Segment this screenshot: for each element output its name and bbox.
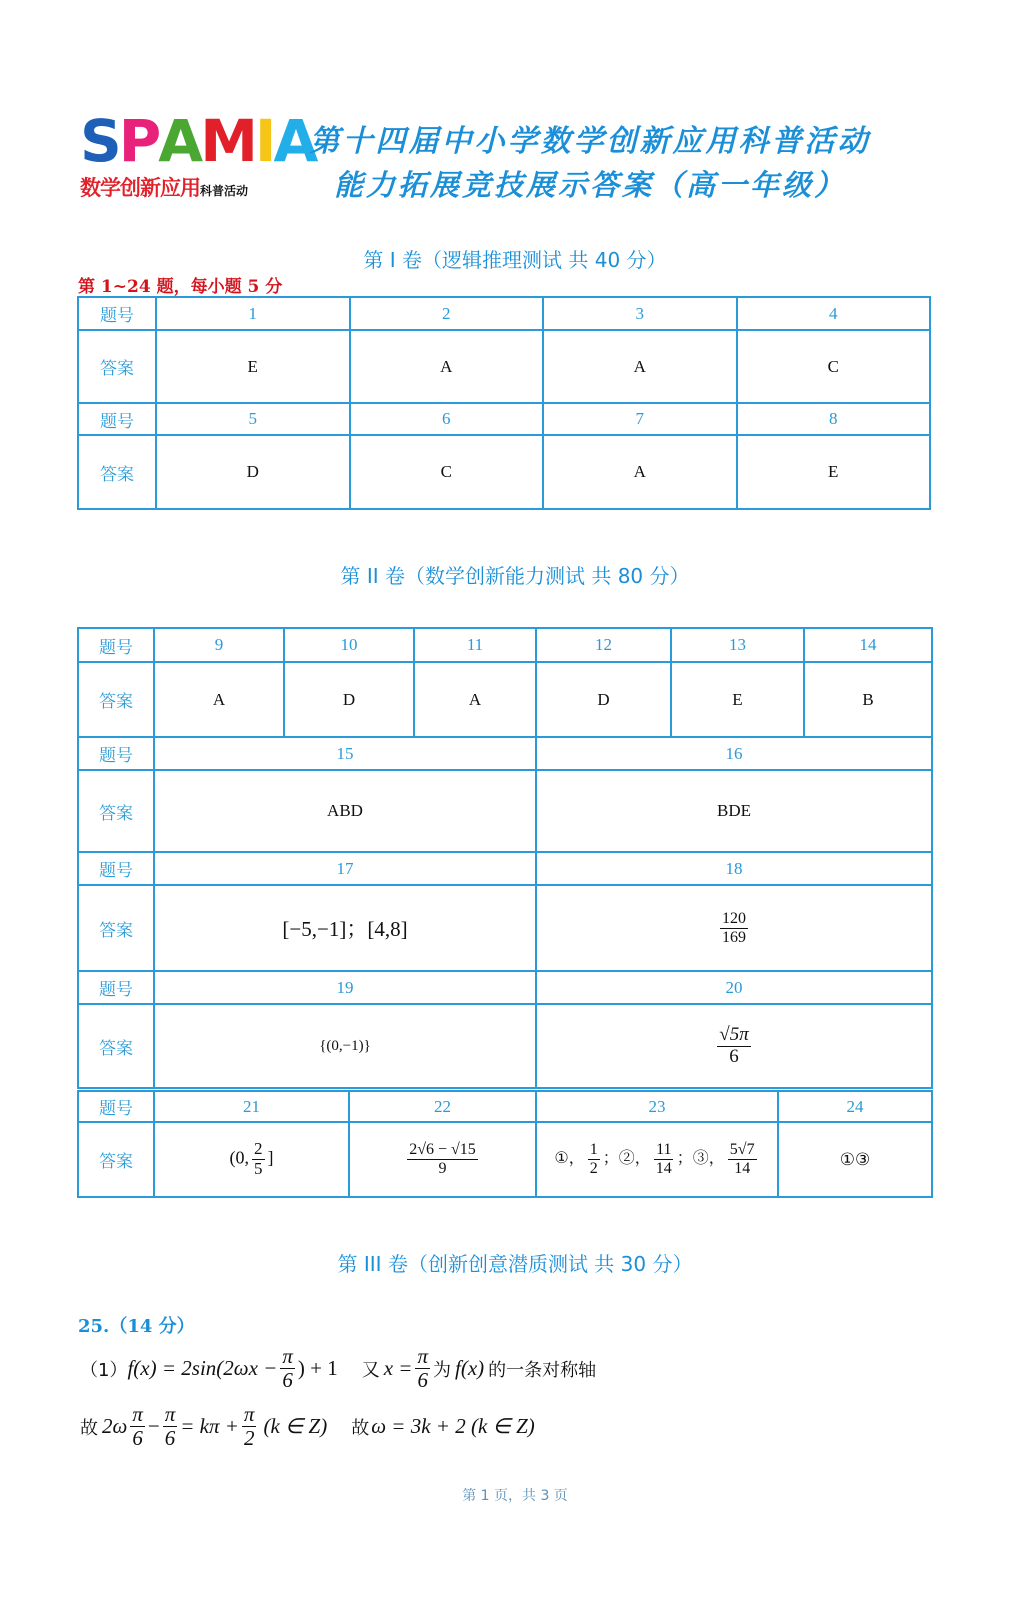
question-number: 11: [414, 628, 536, 662]
numerator: π: [282, 1344, 293, 1368]
answer-cell: E: [156, 330, 350, 403]
table-row-numbers: [78, 737, 932, 770]
document-title-line2: 能力拓展竞技展示答案（高一年级）: [333, 168, 846, 202]
table-row-numbers: [78, 628, 932, 662]
math-expression: f(x) = 2sin(2ωx −: [127, 1356, 278, 1381]
numerator: 120: [722, 909, 746, 927]
table-row-numbers: [78, 297, 930, 330]
denominator: 2: [589, 1160, 598, 1177]
math-expression: (k ∈ Z): [263, 1414, 328, 1439]
section2-answer-table-last: [77, 1090, 933, 1198]
answer-cell: [349, 1122, 536, 1197]
numerator: π: [132, 1402, 143, 1426]
numerator: 11: [656, 1141, 672, 1159]
denominator: 14: [734, 1160, 751, 1177]
section1-title: 第 I 卷（逻辑推理测试 共 40 分）: [363, 248, 667, 272]
math-operator: −: [147, 1414, 160, 1439]
math-expression: f(x): [455, 1356, 485, 1381]
question-number: 7: [543, 403, 737, 435]
logo-subtitle-small: 科普活动: [200, 184, 249, 198]
answer-cell: BDE: [536, 770, 932, 852]
question-number: 8: [737, 403, 931, 435]
text: 故: [351, 1417, 370, 1439]
logo-letter: A: [158, 107, 201, 175]
answer-cell: ABD: [154, 770, 536, 852]
interval-open: (0,: [229, 1147, 249, 1168]
answer-cell: D: [156, 435, 350, 509]
text: 为: [433, 1359, 451, 1381]
denominator: 6: [729, 1045, 739, 1067]
section2-answer-table-fill: [77, 736, 933, 1089]
table-row-answers: [78, 1122, 932, 1197]
logo-letters: [80, 107, 316, 175]
text: 的一条对称轴: [488, 1359, 597, 1381]
denominator: 6: [132, 1426, 143, 1451]
question-number: 18: [536, 852, 932, 885]
fraction: [654, 1141, 674, 1177]
question-number: 15: [154, 737, 536, 770]
answer-cell: C: [350, 435, 544, 509]
answer-cell: {(0,−1)}: [154, 1004, 536, 1088]
answer-cell: ①③: [778, 1122, 932, 1197]
section2-answer-table-mc: [77, 627, 933, 738]
denominator: 2: [243, 1426, 255, 1451]
spamia-logo: [80, 107, 316, 200]
question-number: 6: [350, 403, 544, 435]
numerator: π: [164, 1402, 176, 1426]
table-row-answers: [78, 330, 930, 403]
denominator: 169: [722, 928, 746, 946]
answer-cell: A: [543, 435, 737, 509]
part-label: （1）: [80, 1359, 128, 1381]
question-number: 20: [536, 971, 932, 1004]
numerator: √5π: [719, 1023, 749, 1045]
logo-letter: S: [80, 107, 119, 175]
question-number: 10: [284, 628, 414, 662]
answer-cell: A: [414, 662, 536, 737]
numerator: 5√7: [729, 1141, 755, 1159]
answer-cell: B: [804, 662, 932, 737]
logo-subtitle: [80, 172, 285, 202]
numerator: 2√6 − √15: [409, 1141, 476, 1159]
math-expression: ) + 1: [297, 1356, 338, 1381]
table-row-answers: [78, 1004, 932, 1088]
question-number: 21: [154, 1091, 349, 1122]
page-number-footer: 第 1 页，共 3 页: [462, 1488, 568, 1504]
question-number: 14: [804, 628, 932, 662]
question-number: 9: [154, 628, 284, 662]
denominator: 6: [417, 1368, 428, 1393]
fraction: [407, 1141, 478, 1177]
table-row-answers: [78, 770, 932, 852]
label-question-number: 题号: [78, 297, 156, 330]
label-answer: 答案: [78, 435, 156, 509]
table-row-answers: [78, 885, 932, 971]
question-number: 1: [156, 297, 350, 330]
label-question-number: 题号: [78, 628, 154, 662]
answer-cell: D: [284, 662, 414, 737]
text: 故: [80, 1417, 98, 1439]
label-question-number: 题号: [78, 1091, 154, 1122]
label-question-number: 题号: [78, 737, 154, 770]
answer-part: ①，: [554, 1150, 585, 1168]
answer-part: ；③，: [676, 1150, 725, 1168]
fraction: [717, 1025, 750, 1068]
logo-letter: A: [273, 107, 316, 175]
label-answer: 答案: [78, 1122, 154, 1197]
logo-letter: I: [254, 107, 274, 175]
question-number: 23: [536, 1091, 778, 1122]
numerator: π: [243, 1402, 255, 1426]
answer-part: ；②，: [602, 1150, 651, 1168]
label-answer: 答案: [78, 1004, 154, 1088]
answer-cell: [154, 1122, 349, 1197]
logo-letter: M: [200, 107, 255, 175]
denominator: 6: [164, 1426, 176, 1451]
numerator: 2: [254, 1139, 263, 1159]
fraction: [280, 1345, 295, 1392]
fraction: [242, 1403, 257, 1450]
math-expression: = kπ +: [180, 1414, 239, 1439]
answer-cell: A: [350, 330, 544, 403]
answer-cell: [536, 885, 932, 971]
answer-cell: [536, 1122, 778, 1197]
logo-letter: P: [118, 107, 159, 175]
fraction: [252, 1140, 265, 1178]
section1-answer-table: [77, 296, 931, 510]
table-row-numbers: [78, 403, 930, 435]
answer-cell: C: [737, 330, 931, 403]
math-expression: ω = 3k + 2 (k ∈ Z): [371, 1414, 535, 1439]
section1-scoring-note: 第 1~24 题，每小题 5 分: [78, 277, 283, 297]
table-row-numbers: [78, 971, 932, 1004]
fraction: [588, 1141, 600, 1177]
answer-cell: D: [536, 662, 671, 737]
label-answer: 答案: [78, 662, 154, 737]
solution-line-2: [80, 1403, 535, 1450]
table-row-answers: [78, 662, 932, 737]
math-expression: 2ω: [102, 1414, 128, 1439]
fraction: [415, 1345, 430, 1392]
question-number: 19: [154, 971, 536, 1004]
numerator: π: [417, 1344, 428, 1368]
denominator: 6: [282, 1368, 293, 1393]
question-number: 16: [536, 737, 932, 770]
section3-title: 第 III 卷（创新创意潜质测试 共 30 分）: [337, 1252, 693, 1276]
table-row-numbers: [78, 852, 932, 885]
answer-cell: E: [737, 435, 931, 509]
fraction: [130, 1403, 145, 1450]
label-question-number: 题号: [78, 971, 154, 1004]
table-row-answers: [78, 435, 930, 509]
fraction: [163, 1403, 178, 1450]
question-number: 22: [349, 1091, 536, 1122]
document-title-line1: 第十四届中小学数学创新应用科普活动: [309, 124, 871, 159]
answer-cell: A: [543, 330, 737, 403]
label-answer: 答案: [78, 885, 154, 971]
denominator: 9: [438, 1160, 447, 1177]
fraction: [720, 910, 748, 946]
question-number: 24: [778, 1091, 932, 1122]
question-number: 13: [671, 628, 804, 662]
answer-cell: E: [671, 662, 804, 737]
answer-cell: [536, 1004, 932, 1088]
question-number: 5: [156, 403, 350, 435]
interval-close: ]: [267, 1147, 274, 1168]
question-number: 2: [350, 297, 544, 330]
question-25-heading: 25.（14 分）: [78, 1316, 195, 1337]
solution-line-1: [80, 1345, 596, 1392]
logo-subtitle-big: 数学创新应用: [80, 176, 200, 200]
answer-cell: A: [154, 662, 284, 737]
question-number: 12: [536, 628, 671, 662]
answer-cell: [−5,−1]；[4,8]: [154, 885, 536, 971]
denominator: 5: [254, 1159, 263, 1178]
label-answer: 答案: [78, 330, 156, 403]
text: 又: [361, 1359, 380, 1381]
label-question-number: 题号: [78, 852, 154, 885]
question-number: 3: [543, 297, 737, 330]
question-number: 17: [154, 852, 536, 885]
question-number: 4: [737, 297, 931, 330]
denominator: 14: [655, 1160, 672, 1177]
section2-title: 第 II 卷（数学创新能力测试 共 80 分）: [340, 564, 690, 588]
numerator: 1: [589, 1141, 598, 1159]
label-answer: 答案: [78, 770, 154, 852]
math-expression: x =: [383, 1356, 413, 1381]
label-question-number: 题号: [78, 403, 156, 435]
fraction: [728, 1141, 757, 1177]
table-row-numbers: [78, 1091, 932, 1122]
